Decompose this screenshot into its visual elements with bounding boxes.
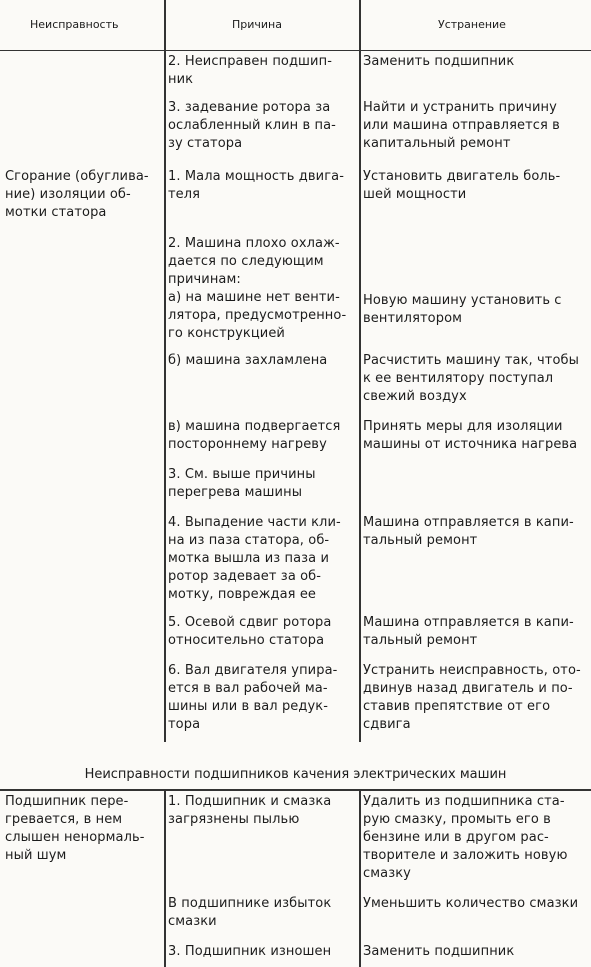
row-fix: Машина отправляется в капи- тальный ремонт: [363, 515, 574, 548]
row-fix: Расчистить машину так, чтобы к ее вентилятору поступал свежий воздух: [363, 353, 580, 404]
row-cause: 6. Вал двигателя упира- ется в вал рабочей ма- шины или в вал редук- тора: [168, 663, 338, 732]
row-cause: 3. См. выше причины перегрева машины: [168, 467, 316, 500]
row-fix: Найти и устранить причину или машина отправляется в капитальный ремонт: [363, 100, 560, 151]
column-divider: [359, 790, 361, 967]
row-fix: Устранить неисправность, ото- двинув назад двигатель и по- ставив препятствие от его сдвига: [363, 663, 581, 732]
header-fix: Устранение: [438, 18, 506, 31]
row-fix: Уменьшить количество смазки: [363, 896, 579, 911]
column-divider: [164, 0, 166, 50]
table-header: [0, 0, 591, 51]
row-fix: Установить двигатель боль- шей мощности: [363, 169, 561, 202]
row-fault: Сгорание (обуглива- ние) изоляции об- мотки статора: [5, 169, 149, 220]
row-fix: Машина отправляется в капи- тальный ремонт: [363, 615, 574, 648]
section-divider: [0, 789, 591, 791]
row-cause: 4. Выпадение части кли- на из паза статора, об- мотка вышла из паза и ротор задевает за об- мотку, повреждая ее: [168, 515, 341, 602]
column-divider: [164, 790, 166, 967]
row-cause: 2. Машина плохо охлаж- дается по следующим причинам: а) на машине нет венти- лятора, предусмотренно- го конструкцией: [168, 236, 347, 341]
row-cause: 2. Неисправен подшип- ник: [168, 54, 332, 87]
row-cause: б) машина захламлена: [168, 353, 328, 368]
row-fault: Подшипник пере- гревается, в нем слышен ненормаль- ный шум: [5, 794, 145, 863]
column-divider: [359, 50, 361, 742]
row-cause: 1. Подшипник и смазка загрязнены пылью: [168, 794, 332, 827]
row-cause: 5. Осевой сдвиг ротора относительно статора: [168, 615, 332, 648]
row-fix: Удалить из подшипника ста- рую смазку, промыть его в бензине или в другом рас- творителе и заложить новую смазку: [363, 794, 568, 881]
column-divider: [164, 50, 166, 742]
row-fix: Новую машину установить с вентилятором: [363, 293, 562, 326]
header-fault: Неисправность: [30, 18, 119, 31]
column-divider: [359, 0, 361, 50]
row-cause: 1. Мала мощность двига- теля: [168, 169, 344, 202]
row-cause: 3. Подшипник изношен: [168, 944, 332, 959]
row-cause: В подшипнике избыток смазки: [168, 896, 332, 929]
row-fix: Принять меры для изоляции машины от источника нагрева: [363, 419, 578, 452]
row-fix: Заменить подшипник: [363, 54, 515, 69]
row-fix: Заменить подшипник: [363, 944, 515, 959]
section-title: Неисправности подшипников качения электрических машин: [84, 767, 507, 782]
row-cause: в) машина подвергается постороннему нагреву: [168, 419, 341, 452]
header-cause: Причина: [232, 18, 282, 31]
row-cause: 3. задевание ротора за ослабленный клин в па- зу статора: [168, 100, 336, 151]
